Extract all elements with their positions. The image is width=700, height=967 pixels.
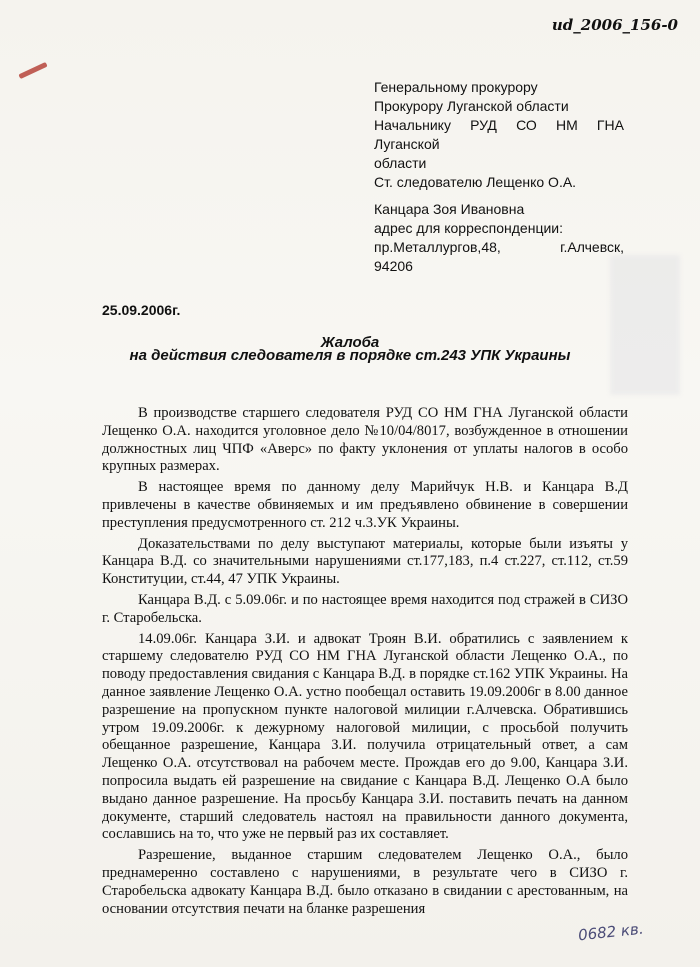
addressee-line: Ст. следователю Лещенко О.А. [374, 174, 577, 190]
addressee-block [374, 78, 624, 192]
sender-name: Канцара Зоя Ивановна [374, 201, 525, 217]
complaint-body [102, 405, 628, 921]
addressee-line: области [374, 155, 427, 171]
body-paragraph: Разрешение, выданное старшим следователем Лещенко О.А., было преднамеренно составлено с нарушениями, в результате чего в СИЗО г. Старобельска адвокату Канцара В.Д. было отказано в свидании с арестованным, на основании отсутствия печати на бланке разрешения [102, 847, 628, 917]
sender-postcode: 94206 [374, 258, 413, 274]
document-subtitle: на действия следователя в порядке ст.243 УПК Украины [129, 347, 571, 364]
handwritten-note: 0682 кв. [577, 919, 645, 945]
sender-street: пр.Металлургов,48, [374, 239, 501, 255]
addressee-word: СО [516, 117, 537, 133]
document-date: 25.09.2006г. [102, 302, 181, 318]
body-paragraph: Канцара В.Д. с 5.09.06г. и по настоящее время находится под стражей в СИЗО г. Старобельска. [102, 591, 628, 626]
addressee-word: РУД [470, 117, 497, 133]
bleed-through-smudge [610, 255, 680, 395]
sender-city: г.Алчевск, [560, 239, 624, 255]
body-paragraph: Доказательствами по делу выступают материалы, которые были изъяты у Канцара В.Д. со значительными нарушениями ст.177,183, п.4 ст.227, ст.112, ст.59 Конституции, ст.44, 47 УПК Украины. [102, 535, 628, 588]
document-id: ud_2006_156-0 [551, 16, 678, 34]
sender-address-line [374, 238, 624, 257]
addressee-word: ГНА [596, 117, 624, 133]
sender-block [374, 200, 624, 276]
addressee-line: Прокурору Луганской области [374, 98, 569, 114]
document-title: Жалоба [320, 334, 380, 351]
body-paragraph: В производстве старшего следователя РУД СО НМ ГНА Луганской области Лещенко О.А. находится уголовное дело №10/04/8017, возбужденное в отношении должностных лиц ЧПФ «Аверс» по факту уклонения от уплаты налогов в особо крупных размерах. [102, 405, 628, 475]
red-ink-mark [18, 62, 47, 79]
addressee-word: Начальнику [374, 117, 451, 133]
sender-address-label: адрес для корреспонденции: [374, 220, 563, 236]
addressee-word: НМ [555, 117, 578, 133]
addressee-line: Генеральному прокурору [374, 79, 538, 95]
body-paragraph: В настоящее время по данному делу Марийчук Н.В. и Канцара В.Д привлечены в качестве обвиняемых и им предъявлено обвинение в совершении преступления предусмотренного ст. 212 ч.3.УК Украины. [102, 479, 628, 531]
body-paragraph: 14.09.06г. Канцара З.И. и адвокат Троян В.И. обратились с заявлением к старшему следователю РУД СО НМ ГНА Луганской области Лещенко О.А., по поводу предоставления свидания с Канцара В.Д. в порядке ст.162 УПК Украины. На данное заявление Лещенко О.А. устно пообещал оставить 19.09.2006г в 8.00 данное разрешение на пропускном пункте налоговой милиции г.Алчевска. Обратившись утром 19.09.2006г. к дежурному налоговой милиции, с просьбой получить обещанное разрешение, Канцара З.И. получила отрицательный ответ, а сам Лещенко О.А. отсутствовал на рабочем месте. Прождав его до 9.00, Канцара З.И. попросила выдать ей разрешение на свидание с Канцара В.Д. Лещенко О.А было выдано данное разрешение. На просьбу Канцара З.И. поставить печать на данном документе, старший следователь настоял на правильности данного документа, сославшись на то, что уже не первый раз их составляет. [102, 630, 628, 843]
addressee-line [374, 116, 624, 135]
addressee-line: Луганской [374, 136, 440, 152]
